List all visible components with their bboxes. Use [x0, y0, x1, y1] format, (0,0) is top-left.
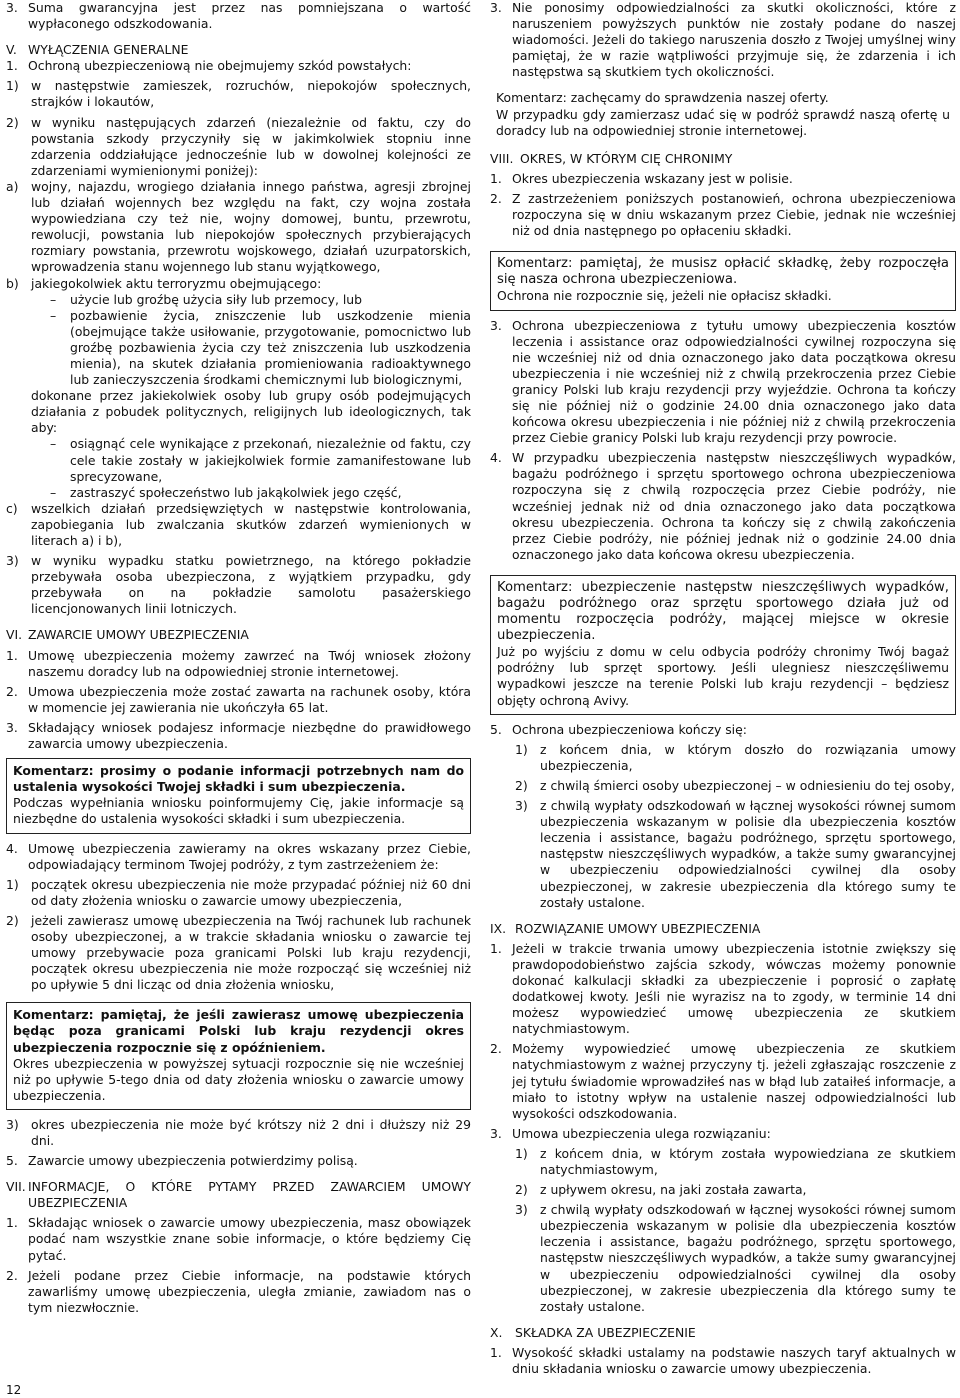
list-item: – zastraszyć społeczeństwo lub jakąkolwiek jego część, — [50, 484, 402, 500]
list-item: – użycie lub groźbę użycia siły lub przemocy, lub — [50, 291, 362, 307]
list-item: 3) okres ubezpieczenia nie może być krótszy niż 2 dni i dłuższy niż 29 dni. — [6, 1116, 471, 1148]
list-item: 5. Zawarcie umowy ubezpieczenia potwierdzimy polisą. — [6, 1153, 358, 1169]
comment-box: Komentarz: pamiętaj, że jeśli zawierasz umowę ubezpieczenia będąc poza granicami Polski lub kraju rezydencji okres ubezpieczenia rozpocznie się z opóźnieniem. Okres ubezpieczenia w powyższej sytuacji rozpocznie się nie wcześniej niż po upływie 5-tego dnia od daty złożenia wniosku o zawarcie umowy ubezpieczenia. — [6, 1002, 471, 1110]
section-heading-vii: VII. INFORMACJE, O KTÓRE PYTAMY PRZED ZAWARCIEM UMOWY UBEZPIECZENIA — [6, 1179, 471, 1211]
list-item: 1. Składając wniosek o zawarcie umowy ubezpieczenia, masz obowiązek podać nam wszystkie znane sobie informacje, o które będziemy Cię pytać. — [6, 1215, 471, 1263]
section-heading-viii: VIII. OKRES, W KTÓRYM CIĘ CHRONIMY — [490, 150, 733, 166]
list-item: – osiągnąć cele wynikające z przekonań, niezależnie od faktu, czy cele takie zostały w jakiejkolwiek formie zamanifestowane lub sprecyzowane, — [50, 436, 471, 484]
list-item: 1) z końcem dnia, w którym została wypowiedziana ze skutkiem natychmiastowym, — [515, 1145, 956, 1177]
list-item: 1. Ochroną ubezpieczeniową nie obejmujemy szkód powstałych: — [6, 58, 412, 74]
list-item: 1. Umowę ubezpieczenia możemy zawrzeć na Twój wniosek złożony naszemu doradcy lub na odpowiedniej stronie internetowej. — [6, 647, 471, 679]
list-item: 1. Okres ubezpieczenia wskazany jest w polisie. — [490, 170, 793, 186]
list-item: 2) z upływem okresu, na jaki została zawarta, — [515, 1182, 807, 1198]
list-item: 3. Umowa ubezpieczenia ulega rozwiązaniu: — [490, 1125, 771, 1141]
list-item: 2. Umowa ubezpieczenia może zostać zawarta na rachunek osoby, która w momencie jej zawierania nie ukończyła 65 lat. — [6, 683, 471, 715]
list-item: 1) z końcem dnia, w którym doszło do rozwiązania umowy ubezpieczenia, — [515, 741, 956, 773]
list-item: 2. Z zastrzeżeniem poniższych postanowień, ochrona ubezpieczeniowa rozpoczyna się w dniu wskazanym przez Ciebie, jednak nie wcześniej niż od dnia następnego po opłaceniu składki. — [490, 190, 956, 239]
right-column — [490, 0, 956, 1377]
section-heading-ix: IX. ROZWIĄZANIE UMOWY UBEZPIECZENIA — [490, 920, 761, 936]
list-item: 5. Ochrona ubezpieczeniowa kończy się: — [490, 721, 747, 737]
list-item: 1. Jeżeli w trakcie trwania umowy ubezpieczenia istotnie zwiększy się prawdopodobieństwo zajścia szkody, wówczas możemy ponownie dokonać kalkulacji składki za ubezpieczenie i poprosić o zapłatę dodatkowej kwoty. Jeśli nie wyrazisz na to zgody, w terminie 14 dni możesz wypowiedzieć umowę ubezpieczenia ze skutkiem natychmiastowym. — [490, 940, 956, 1037]
list-item: 1) w następstwie zamieszek, rozruchów, niepokojów społecznych, strajków i lokautów, — [6, 78, 471, 110]
list-item: a) wojny, najazdu, wrogiego działania innego państwa, agresji zbrojnej lub działań wojennych bez względu na fakt, czy wojna została wypowiedziana czy też nie, wojny domowej, buntu, przewrotu, rewolucji, powstania lub niepokojów społecznych przybierających rozmiary powstania, przewrotu wojskowego, działań uzurpatorskich, wprowadzenia stanu wojennego lub stanu wyjątkowego, — [6, 178, 471, 275]
list-item: 2. Możemy wypowiedzieć umowę ubezpieczenia ze skutkiem natychmiastowym z ważnej przyczyny tj. jeżeli zgłaszając roszczenie z jej tytułu świadomie wprowadziłeś nas w błąd lub zataiłeś informacje, a miało to istotny wpływ na ustalenie naszej odpowiedzialności lub wysokości odszkodowania. — [490, 1041, 956, 1121]
list-item: 2) w wyniku następujących zdarzeń (niezależnie od faktu, czy do powstania szkody przyczyniły się w jakimkolwiek stopniu inne zdarzenia oddziałujące jednocześnie lub w dowolnej kolejności ze zdarzeniami wymienionymi poniżej): — [6, 114, 471, 178]
list-item: 3) w wyniku wypadku statku powietrznego, na którego pokładzie przebywała osoba ubezpieczona, z wyjątkiem przypadku, gdy przebywała on na pokładzie samolotu pasażerskiego licencjonowanych linii lotniczych. — [6, 553, 471, 617]
list-item: 1. Wysokość składki ustalamy na podstawie naszych taryf aktualnych w dniu składania wniosku o zawarcie umowy ubezpieczenia. — [490, 1344, 956, 1377]
comment-box: Komentarz: pamiętaj, że musisz opłacić składkę, żeby rozpoczęła się nasza ochrona ubezpieczeniowa. Ochrona nie rozpocznie się, jeżeli nie opłacisz składki. — [490, 251, 956, 310]
list-item: 4. W przypadku ubezpieczenia następstw nieszczęśliwych wypadków, bagażu podróżnego i sprzętu sportowego ochrona ubezpieczeniowa rozpoczyna się z chwilą rozpoczęcia przez Ciebie podróży, nie wcześniej jednak niż od dnia oznaczonego jako data początkowa okresu ubezpieczenia. Ochrona ta kończy się z chwilą zakończenia przez Ciebie podróży, nie później jednak niż o godzinie 24.00 dnia oznaczonego jako data końcowa okresu ubezpieczenia. — [490, 450, 956, 562]
list-item: 3) z chwilą wypłaty odszkodowań w łącznej wysokości równej sumom ubezpieczenia wskazanym w polisie dla ubezpieczenia kosztów leczenia i assistance, bagażu podróżnego, sprzętu sportowego, następstw nieszczęśliwych wypadków, a także sumy gwarancyjnej w ubezpieczeniu odpowiedzialności cywilnej dla osoby ubezpieczonej, w zakresie ubezpieczenia dla którego sumy te zostały ustalone. — [515, 1202, 956, 1314]
section-heading-vi: VI. ZAWARCIE UMOWY UBEZPIECZENIA — [6, 627, 249, 643]
page-number: 12 — [6, 1383, 22, 1397]
comment-box: Komentarz: ubezpieczenie następstw nieszczęśliwych wypadków, bagażu podróżnego oraz sprzętu sportowego działa już od momentu rozpoczęcia podróży, mającej miejsce w okresie ubezpieczenia. Już po wyjściu z domu w celu odbycia podróży chronimy Twój bagaż podróżny lub sprzęt sportowy. Jeśli ulegniesz nieszczęśliwemu wypadkowi jeszcze na terenie Polski lub kraju rezydencji – będziesz objęty ochroną Avivy. — [490, 575, 956, 715]
list-item: 3. Suma gwarancyjna jest przez nas pomniejszana o wartość wypłaconego odszkodowania. — [6, 0, 471, 32]
list-item: b) jakiegokolwiek aktu terroryzmu obejmującego: — [6, 275, 322, 291]
list-item: – pozbawienie życia, zniszczenie lub uszkodzenie mienia (obejmujące także usiłowanie, przygotowanie, pomocnictwo lub groźbę pozbawienia życia czy też zniszczenia lub uszkodzenia mienia), na skutek działania promieniowania radioaktywnego lub zanieczyszczenia środkami chemicznymi lub biologicznymi, — [50, 307, 471, 388]
list-item: dokonane przez jakiekolwiek osoby lub grupy osób podejmujących działania z pobudek politycznych, religijnych lub ideologicznych, tak aby: — [31, 388, 471, 436]
comment-box: Komentarz: prosimy o podanie informacji potrzebnych nam do ustalenia wysokości Twojej składki i sum ubezpieczenia. Podczas wypełniania wniosku poinformujemy Cię, jakie informacje są niezbędne do ustalenia wysokości składki i sum ubezpieczenia. — [6, 758, 471, 833]
list-item: 3. Ochrona ubezpieczeniowa z tytułu umowy ubezpieczenia kosztów leczenia i assistance oraz odpowiedzialności cywilnej rozpoczyna się nie wcześniej niż od dnia oznaczonego jako data początkowa okresu ubezpieczenia i nie wcześniej niż z chwilą przekroczenia przez Ciebie granicy Polski lub kraju rezydencji przy wyjeździe. Ochrona ta kończy się nie później niż o godzinie 24.00 dnia oznaczonego jako data końcowa okresu ubezpieczenia i nie później niż z chwilą przekroczenia przez Ciebie granicy Polski lub kraju rezydencji przy powrocie. — [490, 317, 956, 446]
list-item: 1) początek okresu ubezpieczenia nie może przypadać później niż 60 dni od daty złożenia wniosku o zawarcie umowy ubezpieczenia, — [6, 876, 471, 908]
list-item: 2) jeżeli zawierasz umowę ubezpieczenia na Twój rachunek lub rachunek osoby ubezpieczonej, a w trakcie składania wniosku o zawarcie tej umowy przebywacie poza granicami Polski lub kraju rezydencji, początek okresu ubezpieczenia nie może rozpocząć się wcześniej niż po upływie 5 dni licząc od dnia złożenia wniosku, — [6, 912, 471, 993]
section-heading-x: X. SKŁADKA ZA UBEZPIECZENIE — [490, 1324, 696, 1340]
list-item: 3. Składający wniosek podajesz informacje niezbędne do prawidłowego zawarcia umowy ubezpieczenia. — [6, 719, 471, 752]
comment-box: Komentarz: zachęcamy do sprawdzenia naszej oferty. W przypadku gdy zamierzasz udać się w podróż sprawdź naszą ofertę u doradcy lub na odpowiedniej stronie internetowej. — [496, 90, 950, 138]
list-item: 2. Jeżeli podane przez Ciebie informacje, na podstawie których zawarliśmy umowę ubezpieczenia, uległa zmianie, zawiadom nas o tym niezwłocznie. — [6, 1267, 471, 1315]
list-item: 2) z chwilą śmierci osoby ubezpieczonej – w odniesieniu do tej osoby, — [515, 777, 955, 793]
section-heading-v: V. WYŁĄCZENIA GENERALNE — [6, 42, 189, 58]
list-item: 3) z chwilą wypłaty odszkodowań w łącznej wysokości równej sumom ubezpieczenia wskazanym w polisie dla ubezpieczenia kosztów leczenia i assistance, bagażu podróżnego, sprzętu sportowego, następstw nieszczęśliwych wypadków, a także sumy gwarancyjnej w ubezpieczeniu odpowiedzialności cywilnej dla osoby ubezpieczonej, w zakresie ubezpieczenia dla którego sumy te zostały ustalone. — [515, 798, 956, 910]
list-item: 4. Umowę ubezpieczenia zawieramy na okres wskazany przez Ciebie, odpowiadający terminom Twojej podróży, z tym zastrzeżeniem że: — [6, 840, 471, 872]
list-item: 3. Nie ponosimy odpowiedzialności za skutki okoliczności, które z naruszeniem powyższych punktów nie zostały podane do naszej wiadomości. Jeżeli do takiego naruszenia doszło z Twojej umyślnej winy pamiętaj, że w razie wątpliwości przyjmuje się, że zdarzenia i ich następstwa są skutkiem tych okoliczności. — [490, 0, 956, 80]
list-item: c) wszelkich działań przedsięwziętych w następstwie kontrolowania, zapobiegania lub zwalczania skutków zdarzeń wymienionych w literach a) i b), — [6, 500, 471, 548]
left-column — [6, 0, 471, 1316]
